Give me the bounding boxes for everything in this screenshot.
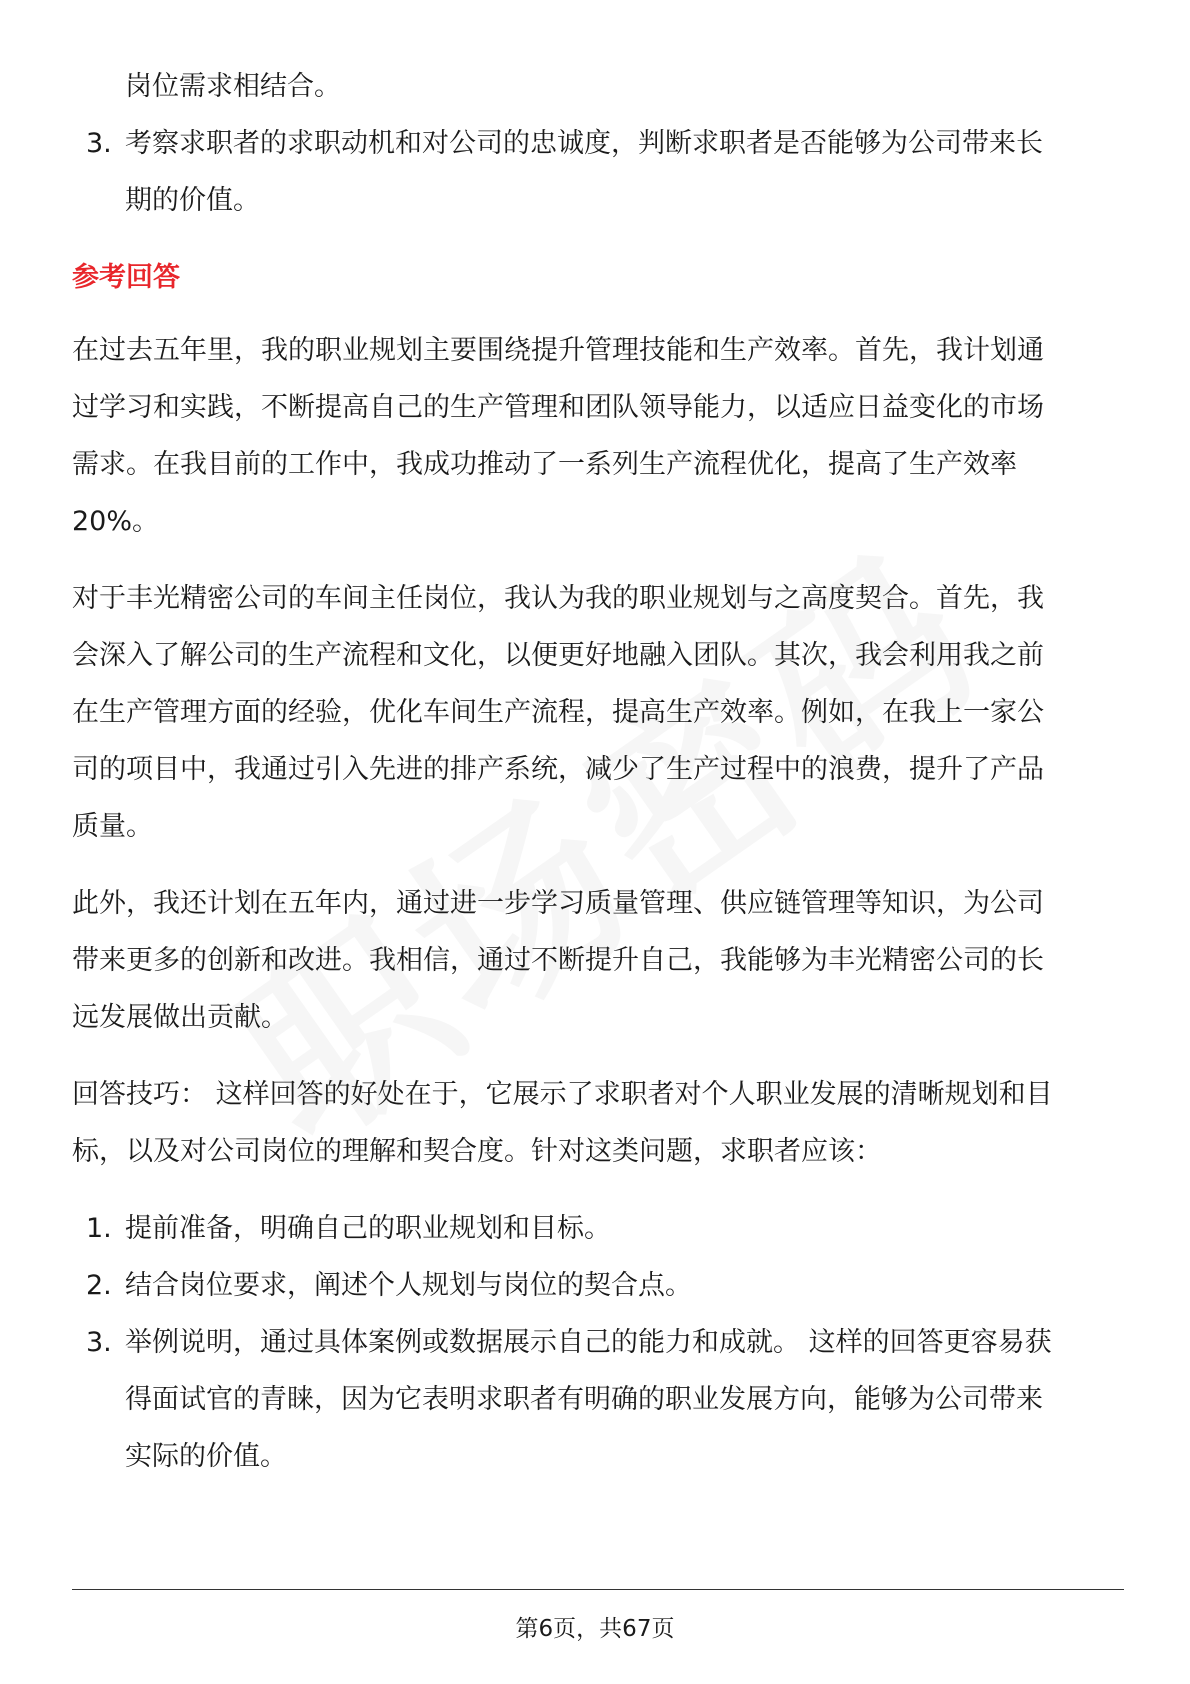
- paragraph-line: 会深入了解公司的生产流程和文化，以便更好地融入团队。其次，我会利用我之前: [72, 640, 1044, 671]
- footer-divider: [72, 1589, 1124, 1590]
- paragraph-line: 司的项目中，我通过引入先进的排产系统，减少了生产过程中的浪费，提升了产品: [72, 754, 1044, 785]
- paragraph-line: 带来更多的创新和改进。我相信，通过不断提升自己，我能够为丰光精密公司的长: [72, 945, 1044, 976]
- list-item-line: 实际的价值。: [125, 1441, 287, 1472]
- list-number: 3.: [86, 128, 112, 159]
- page-number: 第6页，共67页: [515, 1616, 675, 1642]
- section-heading: 参考回答: [72, 262, 180, 293]
- paragraph-line: 回答技巧： 这样回答的好处在于，它展示了求职者对个人职业发展的清晰规划和目: [72, 1079, 1053, 1110]
- list-item: [72, 115, 1122, 229]
- paragraph: [72, 570, 1122, 855]
- paragraph-line: 对于丰光精密公司的车间主任岗位，我认为我的职业规划与之高度契合。首先，我: [72, 583, 1044, 614]
- list-number: 2.: [86, 1270, 112, 1301]
- list-item-line: 结合岗位要求，阐述个人规划与岗位的契合点。: [125, 1270, 692, 1301]
- paragraph-line: 标，以及对公司岗位的理解和契合度。针对这类问题，求职者应该：: [72, 1136, 882, 1167]
- page-content: [72, 58, 1122, 1485]
- list-item-line: 举例说明，通过具体案例或数据展示自己的能力和成就。 这样的回答更容易获: [125, 1327, 1052, 1358]
- paragraph-line: 远发展做出贡献。: [72, 1002, 288, 1033]
- paragraph-line: 20%。: [72, 506, 160, 537]
- list-item: [72, 1200, 1122, 1257]
- paragraph-line: 过学习和实践，不断提高自己的生产管理和团队领导能力，以适应日益变化的市场: [72, 392, 1044, 423]
- paragraph: [72, 875, 1122, 1046]
- paragraph: [72, 322, 1122, 550]
- paragraph-line: 质量。: [72, 811, 153, 842]
- list-item-line: 得面试官的青睐，因为它表明求职者有明确的职业发展方向，能够为公司带来: [125, 1384, 1043, 1415]
- paragraph-line: 在过去五年里，我的职业规划主要围绕提升管理技能和生产效率。首先，我计划通: [72, 335, 1044, 366]
- tips-list: [72, 1200, 1122, 1485]
- paragraph: [72, 1066, 1122, 1180]
- paragraph-line: 需求。在我目前的工作中，我成功推动了一系列生产流程优化，提高了生产效率: [72, 449, 1017, 480]
- paragraph-line: 此外，我还计划在五年内，通过进一步学习质量管理、供应链管理等知识，为公司: [72, 888, 1044, 919]
- list-item-line: 提前准备，明确自己的职业规划和目标。: [125, 1213, 611, 1244]
- list-item: [72, 1314, 1122, 1485]
- list-number: 3.: [86, 1327, 112, 1358]
- list-item-line: 考察求职者的求职动机和对公司的忠诚度，判断求职者是否能够为公司带来长: [125, 128, 1043, 159]
- list-number: 1.: [86, 1213, 112, 1244]
- list-item: [72, 1257, 1122, 1314]
- list-item-line: 期的价值。: [125, 185, 260, 216]
- paragraph-line: 在生产管理方面的经验，优化车间生产流程，提高生产效率。例如，在我上一家公: [72, 697, 1044, 728]
- list-item-continuation: 岗位需求相结合。: [125, 71, 341, 102]
